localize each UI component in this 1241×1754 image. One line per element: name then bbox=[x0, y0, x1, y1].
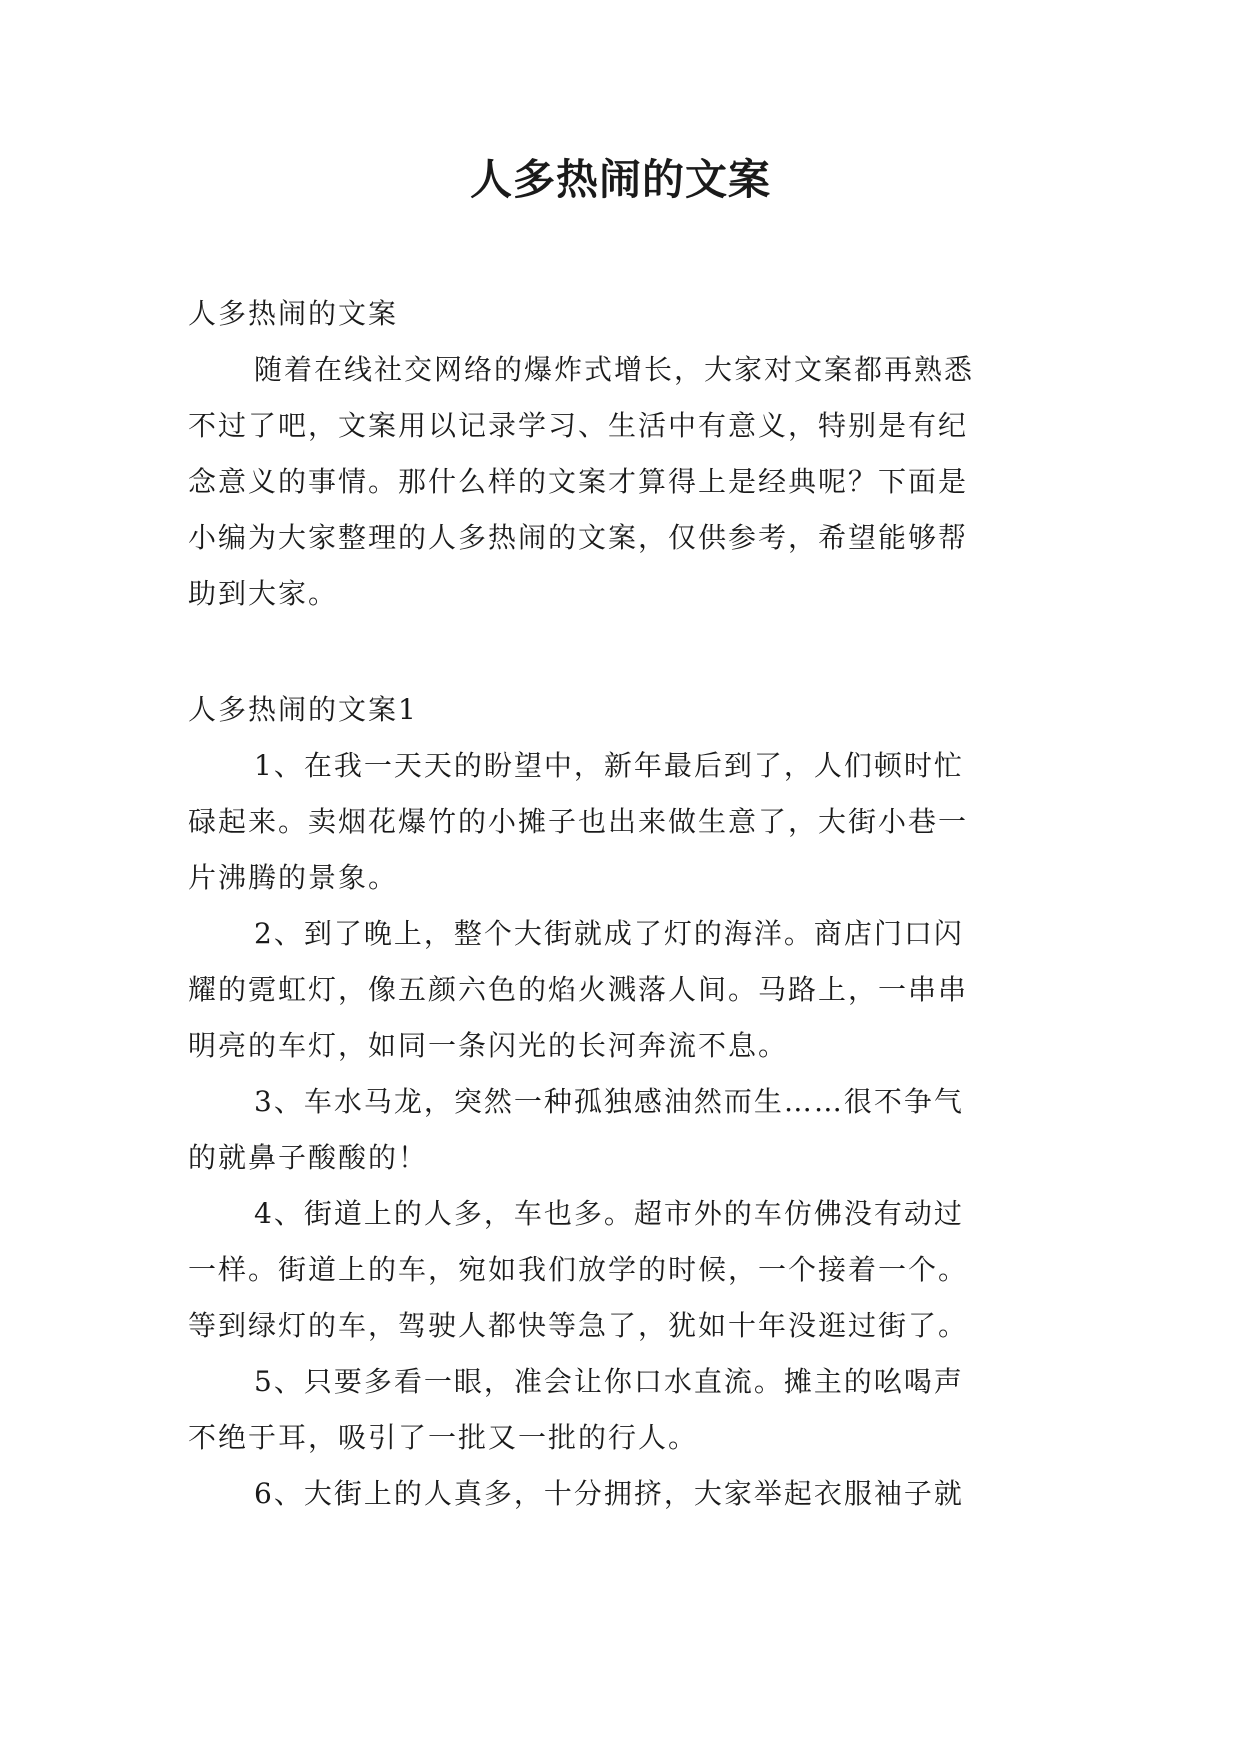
paragraph-line: 念意义的事情。那什么样的文案才算得上是经典呢？下面是 bbox=[188, 465, 969, 498]
paragraph-line: 1、在我一天天的盼望中，新年最后到了，人们顿时忙 bbox=[254, 749, 964, 782]
document-body bbox=[188, 286, 1058, 1522]
section-heading: 人多热闹的文案1 bbox=[188, 693, 418, 726]
paragraph-line: 5、只要多看一眼，准会让你口水直流。摊主的吆喝声 bbox=[254, 1365, 964, 1398]
list-item bbox=[188, 1186, 1058, 1354]
paragraph-line: 明亮的车灯，如同一条闪光的长河奔流不息。 bbox=[188, 1029, 789, 1062]
paragraph-line: 片沸腾的景象。 bbox=[188, 861, 399, 894]
list-item bbox=[188, 1466, 1058, 1522]
document-title: 人多热闹的文案 bbox=[469, 155, 771, 204]
paragraph-line: 3、车水马龙，突然一种孤独感油然而生……很不争气 bbox=[254, 1085, 964, 1118]
list-item bbox=[188, 1354, 1058, 1466]
paragraph-line: 不过了吧，文案用以记录学习、生活中有意义，特别是有纪 bbox=[188, 409, 969, 442]
paragraph-line: 耀的霓虹灯，像五颜六色的焰火溅落人间。马路上，一串串 bbox=[188, 973, 969, 1006]
paragraph-line: 等到绿灯的车，驾驶人都快等急了，犹如十年没逛过街了。 bbox=[188, 1309, 969, 1342]
paragraph-line: 随着在线社交网络的爆炸式增长，大家对文案都再熟悉 bbox=[254, 353, 975, 386]
paragraph-line: 碌起来。卖烟花爆竹的小摊子也出来做生意了，大街小巷一 bbox=[188, 805, 969, 838]
list-item bbox=[188, 738, 1058, 906]
document-subtitle: 人多热闹的文案 bbox=[188, 297, 399, 330]
paragraph-line: 一样。街道上的车，宛如我们放学的时候，一个接着一个。 bbox=[188, 1253, 969, 1286]
list-item bbox=[188, 1074, 1058, 1186]
paragraph-line: 小编为大家整理的人多热闹的文案，仅供参考，希望能够帮 bbox=[188, 521, 969, 554]
paragraph-line: 4、街道上的人多，车也多。超市外的车仿佛没有动过 bbox=[254, 1197, 964, 1230]
paragraph-line: 的就鼻子酸酸的！ bbox=[188, 1141, 429, 1174]
list-item bbox=[188, 906, 1058, 1074]
paragraph-line: 6、大街上的人真多，十分拥挤，大家举起衣服袖子就 bbox=[254, 1477, 964, 1510]
section-spacer bbox=[188, 622, 1058, 682]
intro-paragraph bbox=[188, 342, 1058, 622]
paragraph-line: 2、到了晚上，整个大街就成了灯的海洋。商店门口闪 bbox=[254, 917, 964, 950]
paragraph-line: 助到大家。 bbox=[188, 577, 339, 610]
paragraph-line: 不绝于耳，吸引了一批又一批的行人。 bbox=[188, 1421, 699, 1454]
